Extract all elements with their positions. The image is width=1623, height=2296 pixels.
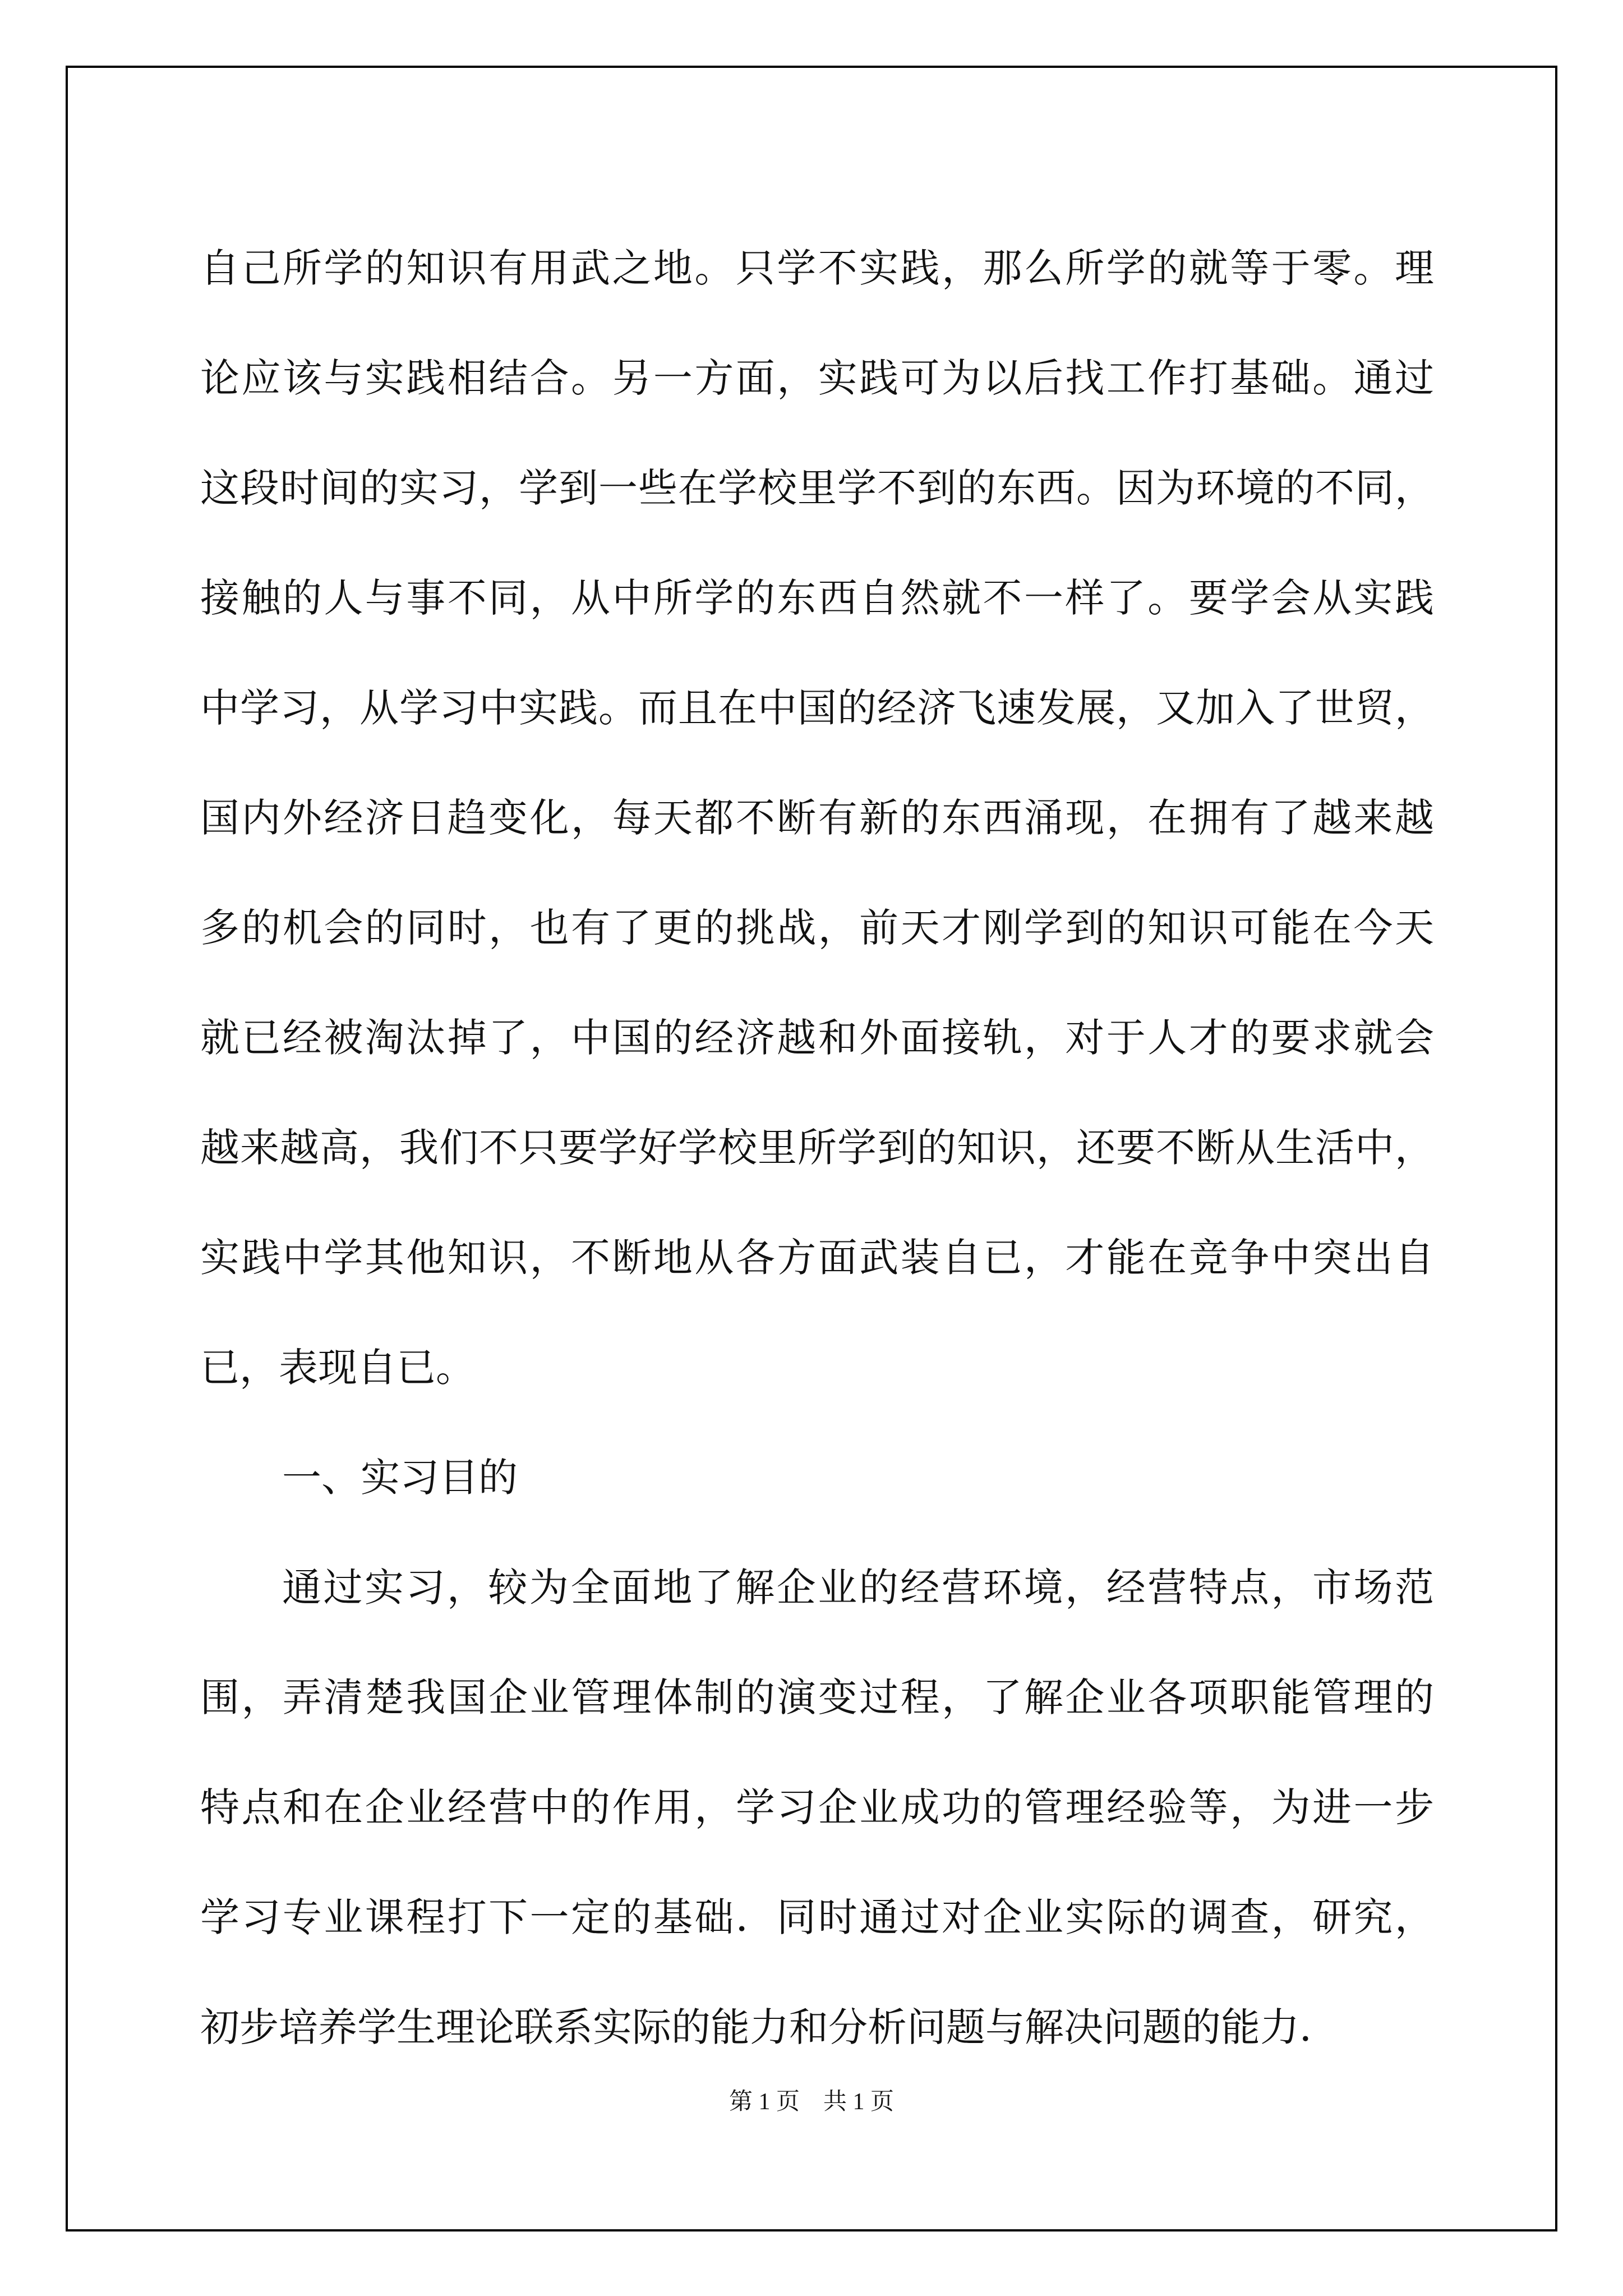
page-number-footer: 第 1 页 共 1 页: [728, 2089, 894, 2115]
paragraph-1-line-6: 国内外经济日趋变化，每天都不断有新的东西涌现，在拥有了越来越: [200, 795, 1434, 841]
document-body: [200, 213, 1434, 2082]
paragraph-1-line-10: 实践中学其他知识，不断地从各方面武装自已，才能在竞争中突出自: [200, 1235, 1434, 1281]
paragraph-1-line-9: 越来越高，我们不只要学好学校里所学到的知识，还要不断从生活中，: [200, 1125, 1434, 1171]
paragraph-1-line-1: 自己所学的知识有用武之地。只学不实践，那么所学的就等于零。理: [200, 245, 1434, 291]
paragraph-2-line-1: 通过实习，较为全面地了解企业的经营环境，经营特点，市场范: [282, 1565, 1434, 1611]
paragraph-1-line-5: 中学习，从学习中实践。而且在中国的经济飞速发展，又加入了世贸，: [200, 685, 1434, 731]
paragraph-1-line-7: 多的机会的同时，也有了更的挑战，前天才刚学到的知识可能在今天: [200, 905, 1434, 951]
paragraph-2-line-5: 初步培养学生理论联系实际的能力和分析问题与解决问题的能力．: [200, 2004, 1339, 2050]
paragraph-1-line-8: 就已经被淘汰掉了，中国的经济越和外面接轨，对于人才的要求就会: [200, 1015, 1434, 1061]
paragraph-1-line-2: 论应该与实践相结合。另一方面，实践可为以后找工作打基础。通过: [200, 355, 1434, 401]
paragraph-1-line-4: 接触的人与事不同，从中所学的东西自然就不一样了。要学会从实践: [200, 575, 1434, 621]
paragraph-2-line-4: 学习专业课程打下一定的基础．同时通过对企业实际的调查，研究，: [200, 1894, 1434, 1940]
section-heading: 一、实习目的: [282, 1455, 518, 1501]
paragraph-1-line-11: 已，表现自已。: [200, 1345, 475, 1391]
paragraph-2-line-2: 围，弄清楚我国企业管理体制的演变过程，了解企业各项职能管理的: [200, 1674, 1434, 1720]
paragraph-2-line-3: 特点和在企业经营中的作用，学习企业成功的管理经验等，为进一步: [200, 1784, 1434, 1830]
paragraph-1-line-3: 这段时间的实习，学到一些在学校里学不到的东西。因为环境的不同，: [200, 465, 1434, 511]
